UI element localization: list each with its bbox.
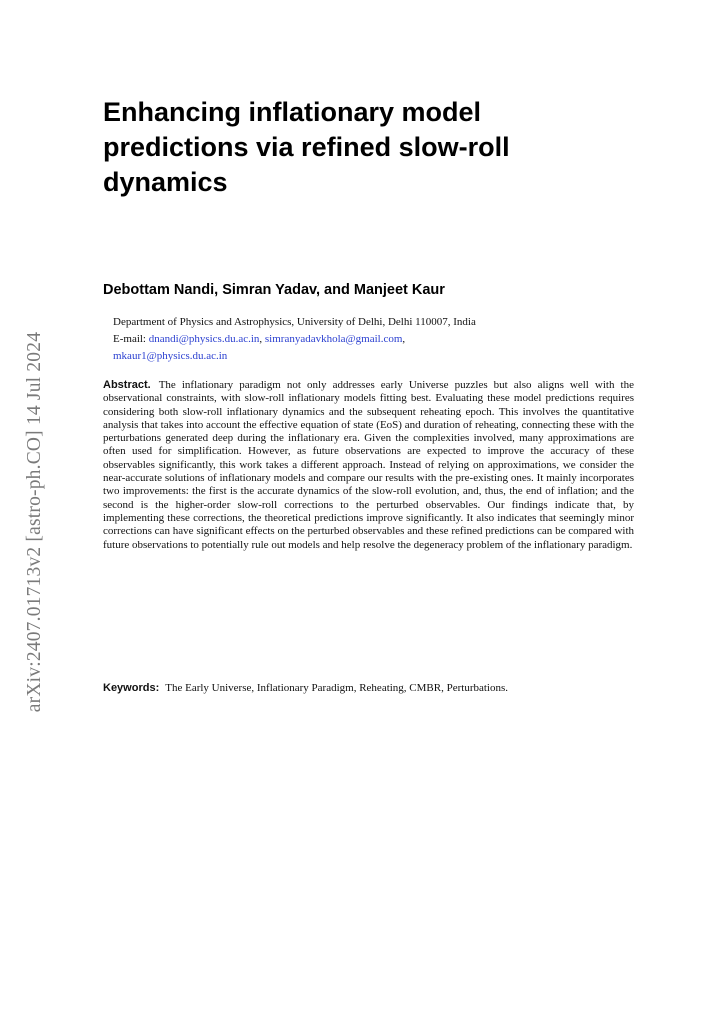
arxiv-identifier-text: arXiv:2407.01713v2 [astro-ph.CO] 14 Jul 2024	[24, 331, 45, 713]
affiliation-text: Department of Physics and Astrophysics, University of Delhi, Delhi 110007, India	[113, 316, 476, 328]
email-separator-2: ,	[402, 333, 406, 345]
email-link-3[interactable]: mkaur1@physics.du.ac.in	[113, 350, 228, 362]
affiliation-block	[113, 314, 633, 365]
email-label: E-mail:	[113, 333, 146, 345]
keywords-text: The Early Universe, Inflationary Paradigm, Reheating, CMBR, Perturbations.	[165, 682, 509, 694]
abstract-text: The inflationary paradigm not only addresses early Universe puzzles but also aligns well with the observational constraints, with slow-roll inflationary models fitting best. Evaluating these model predictions requires considering both slow-roll inflationary dynamics and the subsequent reheating epoch. This involves the quantitative analysis that takes into account the effective equation of state (EoS) and duration of reheating, connecting these with the perturbations generated deep during the inflationary era. Given the complexities involved, many approximations are often used for simplification. However, as future observations are expected to improve the accuracy of these observables significantly, this work takes a different approach. Instead of relying on approximations, we consider the near-accurate solutions of inflationary models and compare our results with the pre-existing ones. It mainly incorporates two improvements: the first is the accurate dynamics of the slow-roll evolution, and, thus, the end of inflation; and the second is the higher-order slow-roll corrections to the perturbed observables. Our findings indicate that, by implementing these corrections, the theoretical predictions improve significantly. It also indicates that seemingly minor corrections can have significant effects on the perturbed observables and these refined predictions can be compared with future observations to potentially rule out models and help resolve the degeneracy problem of the inflationary paradigm.	[103, 379, 634, 551]
arxiv-identifier-stamp	[22, 296, 48, 748]
paper-title: Enhancing inflationary model predictions via refined slow-roll dynamics	[103, 97, 510, 197]
abstract-paragraph	[103, 379, 634, 552]
email-link-1[interactable]: dnandi@physics.du.ac.in	[148, 333, 260, 345]
email-link-2[interactable]: simranyadavkhola@gmail.com	[264, 333, 403, 345]
keywords-line	[103, 681, 634, 695]
email-separator-1: ,	[259, 333, 263, 345]
abstract-label: Abstract.	[103, 379, 151, 391]
email-line	[113, 331, 633, 348]
keywords-label: Keywords:	[103, 682, 160, 694]
email-line-2	[113, 348, 633, 365]
author-list: Debottam Nandi, Simran Yadav, and Manjeet Kaur	[103, 282, 445, 298]
